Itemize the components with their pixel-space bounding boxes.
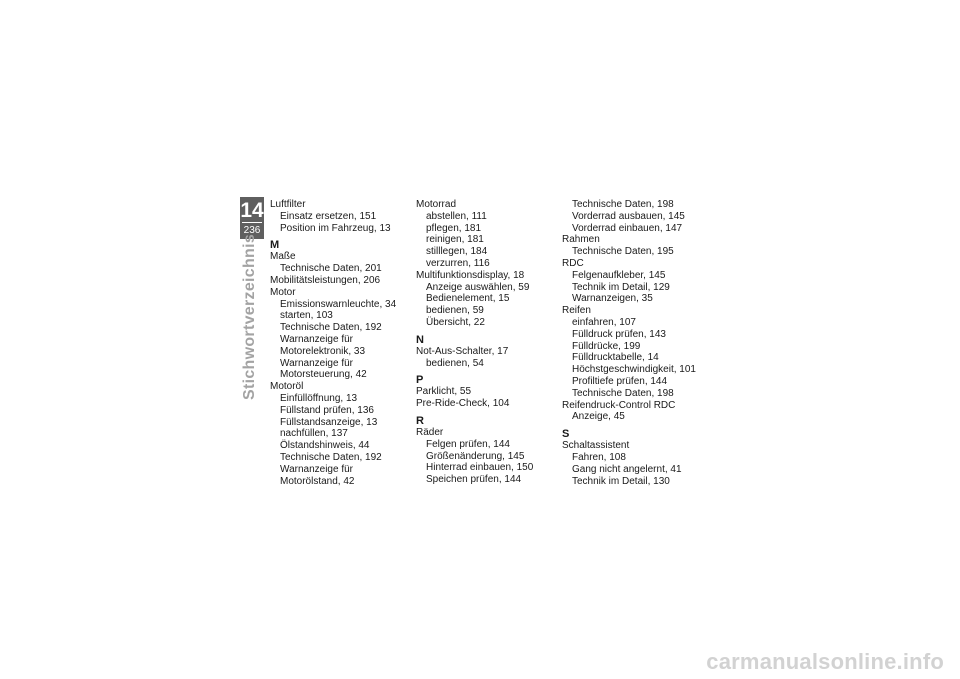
index-entry-head: Motor bbox=[270, 286, 296, 298]
index-entry-head: RDC bbox=[562, 257, 584, 269]
index-subentry bbox=[416, 234, 556, 246]
index-subentry-line: Warnanzeige für bbox=[280, 333, 353, 345]
index-subentry bbox=[270, 417, 410, 429]
index-subentry bbox=[416, 282, 556, 294]
index-entry-head: Pre-Ride-Check, 104 bbox=[416, 398, 510, 410]
index-subentry bbox=[562, 476, 702, 488]
index-subentry-line: starten, 103 bbox=[280, 310, 333, 322]
index-entry bbox=[270, 287, 410, 381]
index-subentry-line: einfahren, 107 bbox=[572, 316, 636, 328]
index-subentry bbox=[270, 405, 410, 417]
index-subentry bbox=[270, 310, 410, 322]
index-subentry-line: Anzeige, 45 bbox=[572, 411, 625, 423]
index-subentry bbox=[562, 464, 702, 476]
section-letter: R bbox=[416, 414, 424, 427]
index-entry bbox=[270, 381, 410, 487]
index-subentry-line: bedienen, 59 bbox=[426, 305, 484, 317]
index-entry-head: Rahmen bbox=[562, 234, 600, 246]
chapter-divider bbox=[242, 222, 262, 223]
index-column-2 bbox=[416, 199, 556, 486]
chapter-tab bbox=[240, 197, 264, 239]
index-subentry bbox=[270, 393, 410, 405]
index-subentry bbox=[562, 270, 702, 282]
index-entry-head: Reifen bbox=[562, 305, 591, 317]
index-subentry-line: Warnanzeigen, 35 bbox=[572, 293, 653, 305]
index-subentry-line: nachfüllen, 137 bbox=[280, 428, 348, 440]
watermark: carmanualsonline.info bbox=[706, 649, 944, 674]
index-subentry-line: Warnanzeige für bbox=[280, 357, 353, 369]
index-entry-head: Maße bbox=[270, 251, 296, 263]
index-subentry bbox=[416, 462, 556, 474]
index-subentry-line: Höchstgeschwindigkeit, 101 bbox=[572, 364, 696, 376]
index-subentry bbox=[270, 223, 410, 235]
index-entry-head: Luftfilter bbox=[270, 199, 306, 210]
section-letter: N bbox=[416, 333, 424, 346]
index-subentry-line: Füllstandsanzeige, 13 bbox=[280, 416, 378, 428]
index-entry bbox=[270, 251, 410, 275]
index-entry bbox=[416, 346, 556, 370]
index-subentry-line: Technische Daten, 198 bbox=[572, 387, 674, 399]
index-entry-head: Mobilitätsleistungen, 206 bbox=[270, 274, 381, 286]
index-subentry-line: Fülldrucktabelle, 14 bbox=[572, 352, 659, 364]
index-subentry bbox=[562, 246, 702, 258]
index-entry bbox=[562, 305, 702, 399]
index-subentry bbox=[562, 411, 702, 423]
index-subentry bbox=[562, 329, 702, 341]
index-subentry-line: Technische Daten, 195 bbox=[572, 246, 674, 258]
index-entry bbox=[562, 440, 702, 487]
index-subentry-line: Einfüllöffnung, 13 bbox=[280, 392, 358, 404]
index-subentry-line: Position im Fahrzeug, 13 bbox=[280, 222, 391, 234]
index-entry-head: Räder bbox=[416, 426, 444, 438]
index-subentry-line: Bedienelement, 15 bbox=[426, 293, 510, 305]
index-subentry-line: Füllstand prüfen, 136 bbox=[280, 404, 374, 416]
chapter-number: 14 bbox=[240, 199, 264, 222]
section-letter: M bbox=[270, 239, 280, 252]
index-subentry bbox=[270, 358, 410, 382]
index-subentry bbox=[416, 293, 556, 305]
index-subentry bbox=[562, 376, 702, 388]
page-number: 236 bbox=[243, 225, 261, 236]
index-subentry-line: Gang nicht angelernt, 41 bbox=[572, 463, 682, 475]
index-subentry bbox=[562, 282, 702, 294]
index-subentry bbox=[562, 317, 702, 329]
index-subentry bbox=[562, 199, 702, 211]
index-column-3 bbox=[562, 199, 702, 487]
index-column-1 bbox=[270, 199, 410, 487]
index-subentry bbox=[562, 293, 702, 305]
index-subentry-line: Technische Daten, 192 bbox=[280, 322, 382, 334]
index-entry-head: Not-Aus-Schalter, 17 bbox=[416, 345, 509, 357]
index-subentry-line: Fülldrücke, 199 bbox=[572, 340, 641, 352]
index-subentry bbox=[270, 464, 410, 488]
index-subentry-line: Emissionswarnleuchte, 34 bbox=[280, 298, 397, 310]
index-subentry bbox=[562, 211, 702, 223]
index-subentry bbox=[270, 452, 410, 464]
index-subentry bbox=[270, 428, 410, 440]
index-subentry bbox=[416, 317, 556, 329]
index-subentry-line: bedienen, 54 bbox=[426, 357, 484, 369]
index-subentry-line: Motorsteuerung, 42 bbox=[280, 369, 367, 381]
index-subentry bbox=[416, 211, 556, 223]
index-entry bbox=[562, 258, 702, 305]
index-entry bbox=[416, 270, 556, 329]
index-subentry bbox=[270, 322, 410, 334]
index-entry bbox=[416, 427, 556, 486]
index-subentry-line: reinigen, 181 bbox=[426, 234, 484, 246]
index-subentry-line: Technische Daten, 198 bbox=[572, 199, 674, 210]
index-subentry-line: stilllegen, 184 bbox=[426, 246, 488, 258]
index-subentry bbox=[416, 223, 556, 235]
index-subentry-line: Motorölstand, 42 bbox=[280, 475, 355, 487]
index-subentry bbox=[416, 246, 556, 258]
index-entry-head: Multifunktionsdisplay, 18 bbox=[416, 269, 525, 281]
index-entry bbox=[416, 386, 556, 398]
index-entry-head: Parklicht, 55 bbox=[416, 386, 472, 398]
index-subentry-line: Anzeige auswählen, 59 bbox=[426, 281, 530, 293]
index-subentry bbox=[562, 388, 702, 400]
index-subentry-line: Motorelektronik, 33 bbox=[280, 345, 366, 357]
index-subentry bbox=[416, 474, 556, 486]
index-entry bbox=[270, 199, 410, 234]
index-subentry-line: Einsatz ersetzen, 151 bbox=[280, 210, 377, 222]
index-entry-head: Reifendruck-Control RDC bbox=[562, 399, 676, 411]
index-subentry bbox=[562, 352, 702, 364]
index-entry-head: Motoröl bbox=[270, 381, 304, 393]
index-subentry-line: Übersicht, 22 bbox=[426, 316, 485, 328]
index-subentry-line: Vorderrad ausbauen, 145 bbox=[572, 210, 685, 222]
index-entry bbox=[562, 199, 702, 234]
index-subentry-line: Technik im Detail, 130 bbox=[572, 475, 670, 487]
index-subentry-line: Warnanzeige für bbox=[280, 463, 353, 475]
index-subentry-line: Felgen prüfen, 144 bbox=[426, 438, 510, 450]
index-entry bbox=[562, 400, 702, 424]
section-letter: S bbox=[562, 428, 570, 441]
index-entry bbox=[562, 234, 702, 258]
index-subentry-line: Technische Daten, 201 bbox=[280, 263, 382, 275]
index-entry bbox=[270, 275, 410, 287]
index-subentry bbox=[416, 305, 556, 317]
index-subentry bbox=[416, 358, 556, 370]
index-subentry-line: Größenänderung, 145 bbox=[426, 450, 525, 462]
index-subentry-line: Felgenaufkleber, 145 bbox=[572, 269, 666, 281]
index-subentry-line: Vorderrad einbauen, 147 bbox=[572, 222, 683, 234]
index-subentry-line: Hinterrad einbauen, 150 bbox=[426, 462, 534, 474]
index-subentry-line: abstellen, 111 bbox=[426, 210, 487, 222]
index-subentry-line: Fahren, 108 bbox=[572, 451, 626, 463]
index-entry-head: Schaltassistent bbox=[562, 440, 630, 452]
index-subentry-line: Fülldruck prüfen, 143 bbox=[572, 328, 666, 340]
index-subentry-line: pflegen, 181 bbox=[426, 222, 482, 234]
index-subentry-line: Profiltiefe prüfen, 144 bbox=[572, 375, 668, 387]
index-subentry bbox=[270, 299, 410, 311]
index-subentry bbox=[416, 258, 556, 270]
index-subentry-line: Technische Daten, 192 bbox=[280, 451, 382, 463]
index-subentry-line: Ölstandshinweis, 44 bbox=[280, 440, 370, 452]
index-subentry bbox=[416, 439, 556, 451]
index-subentry bbox=[562, 341, 702, 353]
index-subentry bbox=[562, 364, 702, 376]
index-subentry-line: Speichen prüfen, 144 bbox=[426, 474, 522, 486]
index-entry bbox=[416, 199, 556, 270]
index-subentry bbox=[270, 263, 410, 275]
index-subentry bbox=[270, 211, 410, 223]
index-subentry bbox=[416, 451, 556, 463]
index-subentry bbox=[562, 452, 702, 464]
index-entry bbox=[416, 398, 556, 410]
index-subentry bbox=[562, 223, 702, 235]
index-entry-head: Motorrad bbox=[416, 199, 457, 210]
section-letter: P bbox=[416, 374, 424, 387]
index-subentry-line: Technik im Detail, 129 bbox=[572, 281, 670, 293]
index-subentry bbox=[270, 334, 410, 358]
side-title: Stichwortverzeichnis bbox=[241, 233, 258, 400]
index-subentry-line: verzurren, 116 bbox=[426, 257, 490, 269]
index-subentry bbox=[270, 440, 410, 452]
